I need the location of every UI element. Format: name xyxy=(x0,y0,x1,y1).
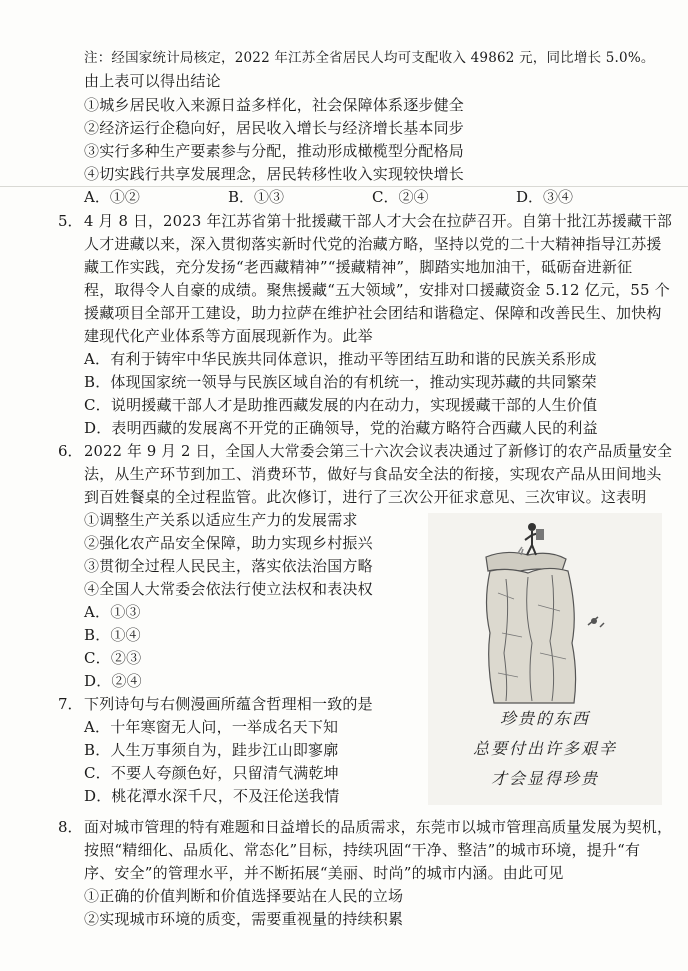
q4-option-a: A．①② xyxy=(84,188,140,206)
cliff-climber-drawing xyxy=(428,513,662,713)
q5-option-d: D．表明西藏的发展离不开党的正确领导，党的治藏方略符合西藏人民的利益 xyxy=(84,419,598,437)
q7-number: 7． xyxy=(58,695,83,713)
q4-item-4: ④切实践行共享发展理念，居民转移性收入实现较快增长 xyxy=(84,165,465,183)
q6-item-4: ④全国人大常委会依法行使立法权和表决权 xyxy=(84,580,373,598)
q8-item-2: ②实现城市环境的质变，需要重视量的持续积累 xyxy=(84,910,404,928)
cartoon-caption-line-3: 才会显得珍贵 xyxy=(490,769,599,788)
cartoon-caption-line-2: 总要付出许多艰辛 xyxy=(472,739,617,758)
q4-option-b: B．①③ xyxy=(228,188,285,206)
cartoon-caption-line-1: 珍贵的东西 xyxy=(499,709,590,728)
q6-item-2: ②强化农产品安全保障，助力实现乡村振兴 xyxy=(84,534,373,552)
q8-stem-line: 按照“精细化、品质化、常态化”目标，持续巩固“干净、整洁”的城市环境，提升“有 xyxy=(84,841,641,859)
q6-item-1: ①调整生产关系以适应生产力的发展需求 xyxy=(84,511,358,529)
q6-option-a: A．①③ xyxy=(84,603,141,621)
q5-stem-line: 援藏项目全部开工建设，助力拉萨在维护社会团结和谐稳定、保障和改善民生、加快构 xyxy=(84,304,662,322)
q5-stem-line: 程，取得令人自豪的成绩。聚焦援藏“五大领域”，安排对口援藏资金 5.12 亿元，55 个 xyxy=(84,281,670,299)
q7-option-b: B．人生万事须自为，跬步江山即寥廓 xyxy=(84,741,339,759)
q4-conclusion-prompt: 由上表可以得出结论 xyxy=(84,72,221,90)
q4-option-d: D．③④ xyxy=(516,188,574,206)
q8-item-1: ①正确的价值判断和价值选择要站在人民的立场 xyxy=(84,887,404,905)
table-note: 注：经国家统计局核定，2022 年江苏全省居民人均可支配收入 49862 元，同比增长 5.0%。 xyxy=(84,50,655,66)
q8-number: 8． xyxy=(58,818,83,836)
q4-item-2: ②经济运行企稳向好，居民收入增长与经济增长基本同步 xyxy=(84,119,465,137)
q5-option-c: C．说明援藏干部人才是助推西藏发展的内在动力，实现援藏干部的人生价值 xyxy=(84,396,598,414)
q5-number: 5． xyxy=(58,212,83,230)
q6-stem-line: 到百姓餐桌的全过程监管。此次修订，进行了三次公开征求意见、三次审议。这表明 xyxy=(84,488,647,506)
q6-stem-line: 2022 年 9 月 2 日，全国人大常委会第三十六次会议表决通过了新修订的农产品质量安全 xyxy=(84,442,673,460)
q5-option-a: A．有利于铸牢中华民族共同体意识，推动平等团结互助和谐的民族关系形成 xyxy=(84,350,597,368)
q8-stem-line: 面对城市管理的特有难题和日益增长的品质需求，东莞市以城市管理高质量发展为契机， xyxy=(84,818,673,836)
q6-option-c: C．②③ xyxy=(84,649,142,667)
q6-option-d: D．②④ xyxy=(84,672,142,690)
q7-option-a: A．十年寒窗无人问，一举成名天下知 xyxy=(84,718,339,736)
q5-stem-line: 4 月 8 日，2023 年江苏省第十批援藏干部人才大会在拉萨召开。自第十批江苏援藏干部 xyxy=(84,212,672,230)
q6-option-b: B．①④ xyxy=(84,626,141,644)
q6-item-3: ③贯彻全过程人民民主，落实依法治国方略 xyxy=(84,557,373,575)
q7-stem: 下列诗句与右侧漫画所蕴含哲理相一致的是 xyxy=(84,695,373,713)
q7-option-c: C．不要人夸颜色好，只留清气满乾坤 xyxy=(84,764,339,782)
q4-options xyxy=(84,186,644,208)
q4-option-c: C．②④ xyxy=(372,188,429,206)
q7-option-d: D．桃花潭水深千尺，不及汪伦送我情 xyxy=(84,787,340,805)
q6-stem-line: 法，从生产环节到加工、消费环节，做好与食品安全法的衔接，实现农产品从田间地头 xyxy=(84,465,662,483)
q5-stem-line: 建现代化产业体系等方面展现新作为。此举 xyxy=(84,327,373,345)
q8-stem-line: 序、安全”的管理水平，并不断拓展“美丽、时尚”的城市内涵。由此可见 xyxy=(84,864,564,882)
cartoon-illustration xyxy=(428,513,662,805)
q4-item-3: ③实行多种生产要素参与分配，推动形成橄榄型分配格局 xyxy=(84,142,465,160)
q5-stem-line: 藏工作实践，充分发扬“老西藏精神”“援藏精神”，脚踏实地加油干，砥砺奋进新征 xyxy=(84,258,633,276)
q4-item-1: ①城乡居民收入来源日益多样化，社会保障体系逐步健全 xyxy=(84,96,465,114)
q6-number: 6． xyxy=(58,442,83,460)
q5-option-b: B．体现国家统一领导与民族区域自治的有机统一，推动实现苏藏的共同繁荣 xyxy=(84,373,597,391)
q5-stem-line: 人才进藏以来，深入贯彻落实新时代党的治藏方略，坚持以党的二十大精神指导江苏援 xyxy=(84,235,662,253)
